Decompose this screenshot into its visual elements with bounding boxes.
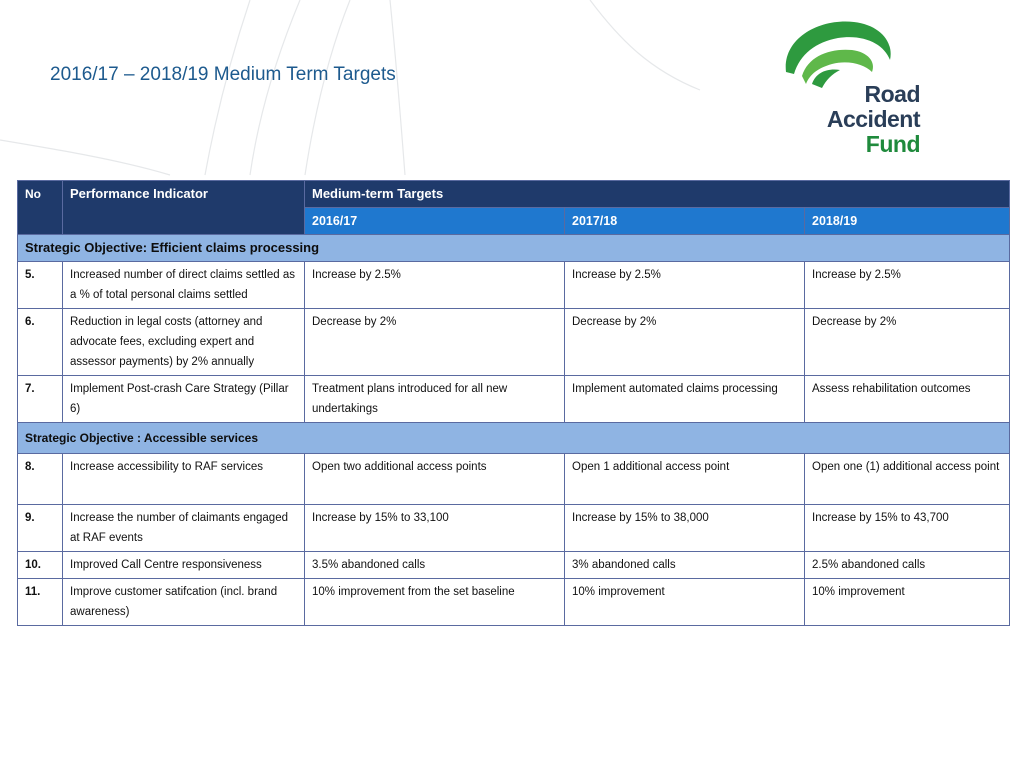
objective-row — [18, 423, 1010, 454]
row-target-2017: 3% abandoned calls — [565, 552, 805, 579]
row-target-2017: Increase by 15% to 38,000 — [565, 505, 805, 552]
logo-wordmark — [800, 82, 920, 157]
table-header-row — [18, 181, 1010, 208]
row-no: 10. — [18, 552, 63, 579]
row-indicator: Increase accessibility to RAF services — [63, 454, 305, 505]
table-row — [18, 454, 1010, 505]
row-target-2017: 10% improvement — [565, 579, 805, 626]
row-no: 5. — [18, 262, 63, 309]
row-target-2018: Increase by 2.5% — [805, 262, 1010, 309]
row-target-2016: Treatment plans introduced for all new undertakings — [305, 376, 565, 423]
row-no: 9. — [18, 505, 63, 552]
row-indicator: Increase the number of claimants engaged at RAF events — [63, 505, 305, 552]
row-indicator: Implement Post-crash Care Strategy (Pillar 6) — [63, 376, 305, 423]
row-target-2018: Assess rehabilitation outcomes — [805, 376, 1010, 423]
header-year-3: 2018/19 — [805, 208, 1010, 235]
row-target-2018: Open one (1) additional access point — [805, 454, 1010, 505]
logo-line-accident: Accident — [826, 106, 920, 132]
header-medium-term-targets: Medium-term Targets — [305, 181, 1010, 208]
page-title: 2016/17 – 2018/19 Medium Term Targets — [50, 64, 396, 85]
row-indicator: Reduction in legal costs (attorney and advocate fees, excluding expert and assessor payments) by 2% annually — [63, 309, 305, 376]
table-row — [18, 309, 1010, 376]
objective-label: Strategic Objective : Accessible services — [18, 423, 1010, 454]
row-indicator: Increased number of direct claims settled as a % of total personal claims settled — [63, 262, 305, 309]
row-target-2016: Open two additional access points — [305, 454, 565, 505]
row-target-2018: Decrease by 2% — [805, 309, 1010, 376]
logo-line-road: Road — [864, 81, 920, 107]
header-no: No — [18, 181, 63, 235]
row-indicator: Improve customer satifcation (incl. brand awareness) — [63, 579, 305, 626]
row-target-2017: Increase by 2.5% — [565, 262, 805, 309]
header-performance-indicator: Performance Indicator — [63, 181, 305, 235]
row-target-2016: 10% improvement from the set baseline — [305, 579, 565, 626]
table-row — [18, 262, 1010, 309]
row-target-2017: Decrease by 2% — [565, 309, 805, 376]
table-row — [18, 552, 1010, 579]
objective-row — [18, 235, 1010, 262]
table-row — [18, 376, 1010, 423]
row-target-2017: Implement automated claims processing — [565, 376, 805, 423]
row-target-2016: Increase by 2.5% — [305, 262, 565, 309]
logo-line-fund: Fund — [865, 131, 920, 157]
row-no: 8. — [18, 454, 63, 505]
table-row — [18, 505, 1010, 552]
row-no: 7. — [18, 376, 63, 423]
row-target-2016: Decrease by 2% — [305, 309, 565, 376]
objective-label: Strategic Objective: Efficient claims processing — [18, 235, 1010, 262]
table-row — [18, 579, 1010, 626]
row-target-2016: Increase by 15% to 33,100 — [305, 505, 565, 552]
row-no: 6. — [18, 309, 63, 376]
row-target-2018: Increase by 15% to 43,700 — [805, 505, 1010, 552]
row-target-2018: 10% improvement — [805, 579, 1010, 626]
row-no: 11. — [18, 579, 63, 626]
row-target-2018: 2.5% abandoned calls — [805, 552, 1010, 579]
row-indicator: Improved Call Centre responsiveness — [63, 552, 305, 579]
row-target-2016: 3.5% abandoned calls — [305, 552, 565, 579]
header-year-1: 2016/17 — [305, 208, 565, 235]
medium-term-targets-table — [17, 180, 1010, 626]
header-year-2: 2017/18 — [565, 208, 805, 235]
row-target-2017: Open 1 additional access point — [565, 454, 805, 505]
